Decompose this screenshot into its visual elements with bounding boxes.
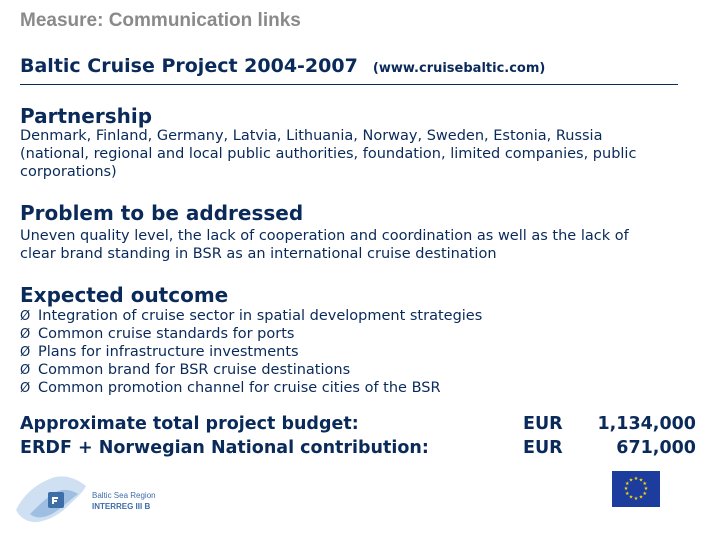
outcome-body: [20, 307, 700, 397]
svg-text:★: ★: [638, 494, 644, 501]
outcome-text: Common brand for BSR cruise destinations: [38, 362, 351, 378]
partnership-body: [20, 127, 700, 181]
budget-label-total: Approximate total project budget:: [20, 414, 359, 434]
svg-text:★: ★: [633, 476, 639, 482]
svg-text:★: ★: [643, 486, 649, 492]
svg-text:★: ★: [623, 486, 629, 492]
problem-body: [20, 227, 700, 263]
arrow-bullet-icon: Ø: [20, 309, 31, 324]
list-item: [20, 361, 700, 379]
problem-heading: Problem to be addressed: [20, 201, 304, 225]
partnership-line: corporations): [20, 164, 117, 180]
svg-text:★: ★: [642, 481, 647, 487]
svg-text:★: ★: [625, 491, 630, 497]
outcome-text: Common promotion channel for cruise cities of the BSR: [38, 380, 441, 396]
svg-text:★: ★: [633, 496, 639, 502]
arrow-bullet-icon: Ø: [20, 381, 31, 396]
outcome-text: Common cruise standards for ports: [38, 326, 295, 342]
logo-line-2: INTERREG III B: [92, 502, 151, 511]
svg-text:★: ★: [628, 477, 634, 484]
budget-currency-total: EUR: [523, 414, 563, 434]
list-item: [20, 307, 700, 325]
project-title: Baltic Cruise Project 2004-2007: [20, 55, 358, 77]
svg-text:★: ★: [642, 491, 647, 497]
svg-text:★: ★: [625, 481, 630, 487]
problem-line: clear brand standing in BSR as an international cruise destination: [20, 246, 497, 262]
divider-rule: [20, 84, 678, 85]
problem-line: Uneven quality level, the lack of cooperation and coordination as well as the lack of: [20, 228, 629, 244]
project-url: (www.cruisebaltic.com): [372, 61, 546, 76]
list-item: [20, 325, 700, 343]
eu-stars-icon: [612, 471, 660, 507]
project-line: [20, 55, 545, 77]
outcome-list: [20, 307, 700, 397]
eu-flag: [612, 471, 660, 507]
svg-text:★: ★: [638, 477, 644, 484]
arrow-bullet-icon: Ø: [20, 363, 31, 378]
outcome-text: Integration of cruise sector in spatial development strategies: [38, 308, 483, 324]
arrow-bullet-icon: Ø: [20, 345, 31, 360]
measure-title: Measure: Communication links: [20, 10, 301, 31]
list-item: [20, 343, 700, 361]
arrow-bullet-icon: Ø: [20, 327, 31, 342]
outcome-heading: Expected outcome: [20, 283, 229, 307]
interreg-logo: [12, 470, 162, 526]
partnership-line: (national, regional and local public authorities, foundation, limited companies, public: [20, 146, 637, 162]
svg-text:★: ★: [628, 494, 634, 501]
outcome-text: Plans for infrastructure investments: [38, 344, 299, 360]
list-item: [20, 379, 700, 397]
budget-label-erdf: ERDF + Norwegian National contribution:: [20, 438, 429, 458]
budget-currency-erdf: EUR: [523, 438, 563, 458]
budget-amount-total: 1,134,000: [597, 414, 696, 434]
partnership-line: Denmark, Finland, Germany, Latvia, Lithuania, Norway, Sweden, Estonia, Russia: [20, 128, 603, 144]
logo-line-1: Baltic Sea Region: [92, 491, 156, 500]
partnership-heading: Partnership: [20, 104, 153, 128]
budget-amount-erdf: 671,000: [616, 438, 696, 458]
